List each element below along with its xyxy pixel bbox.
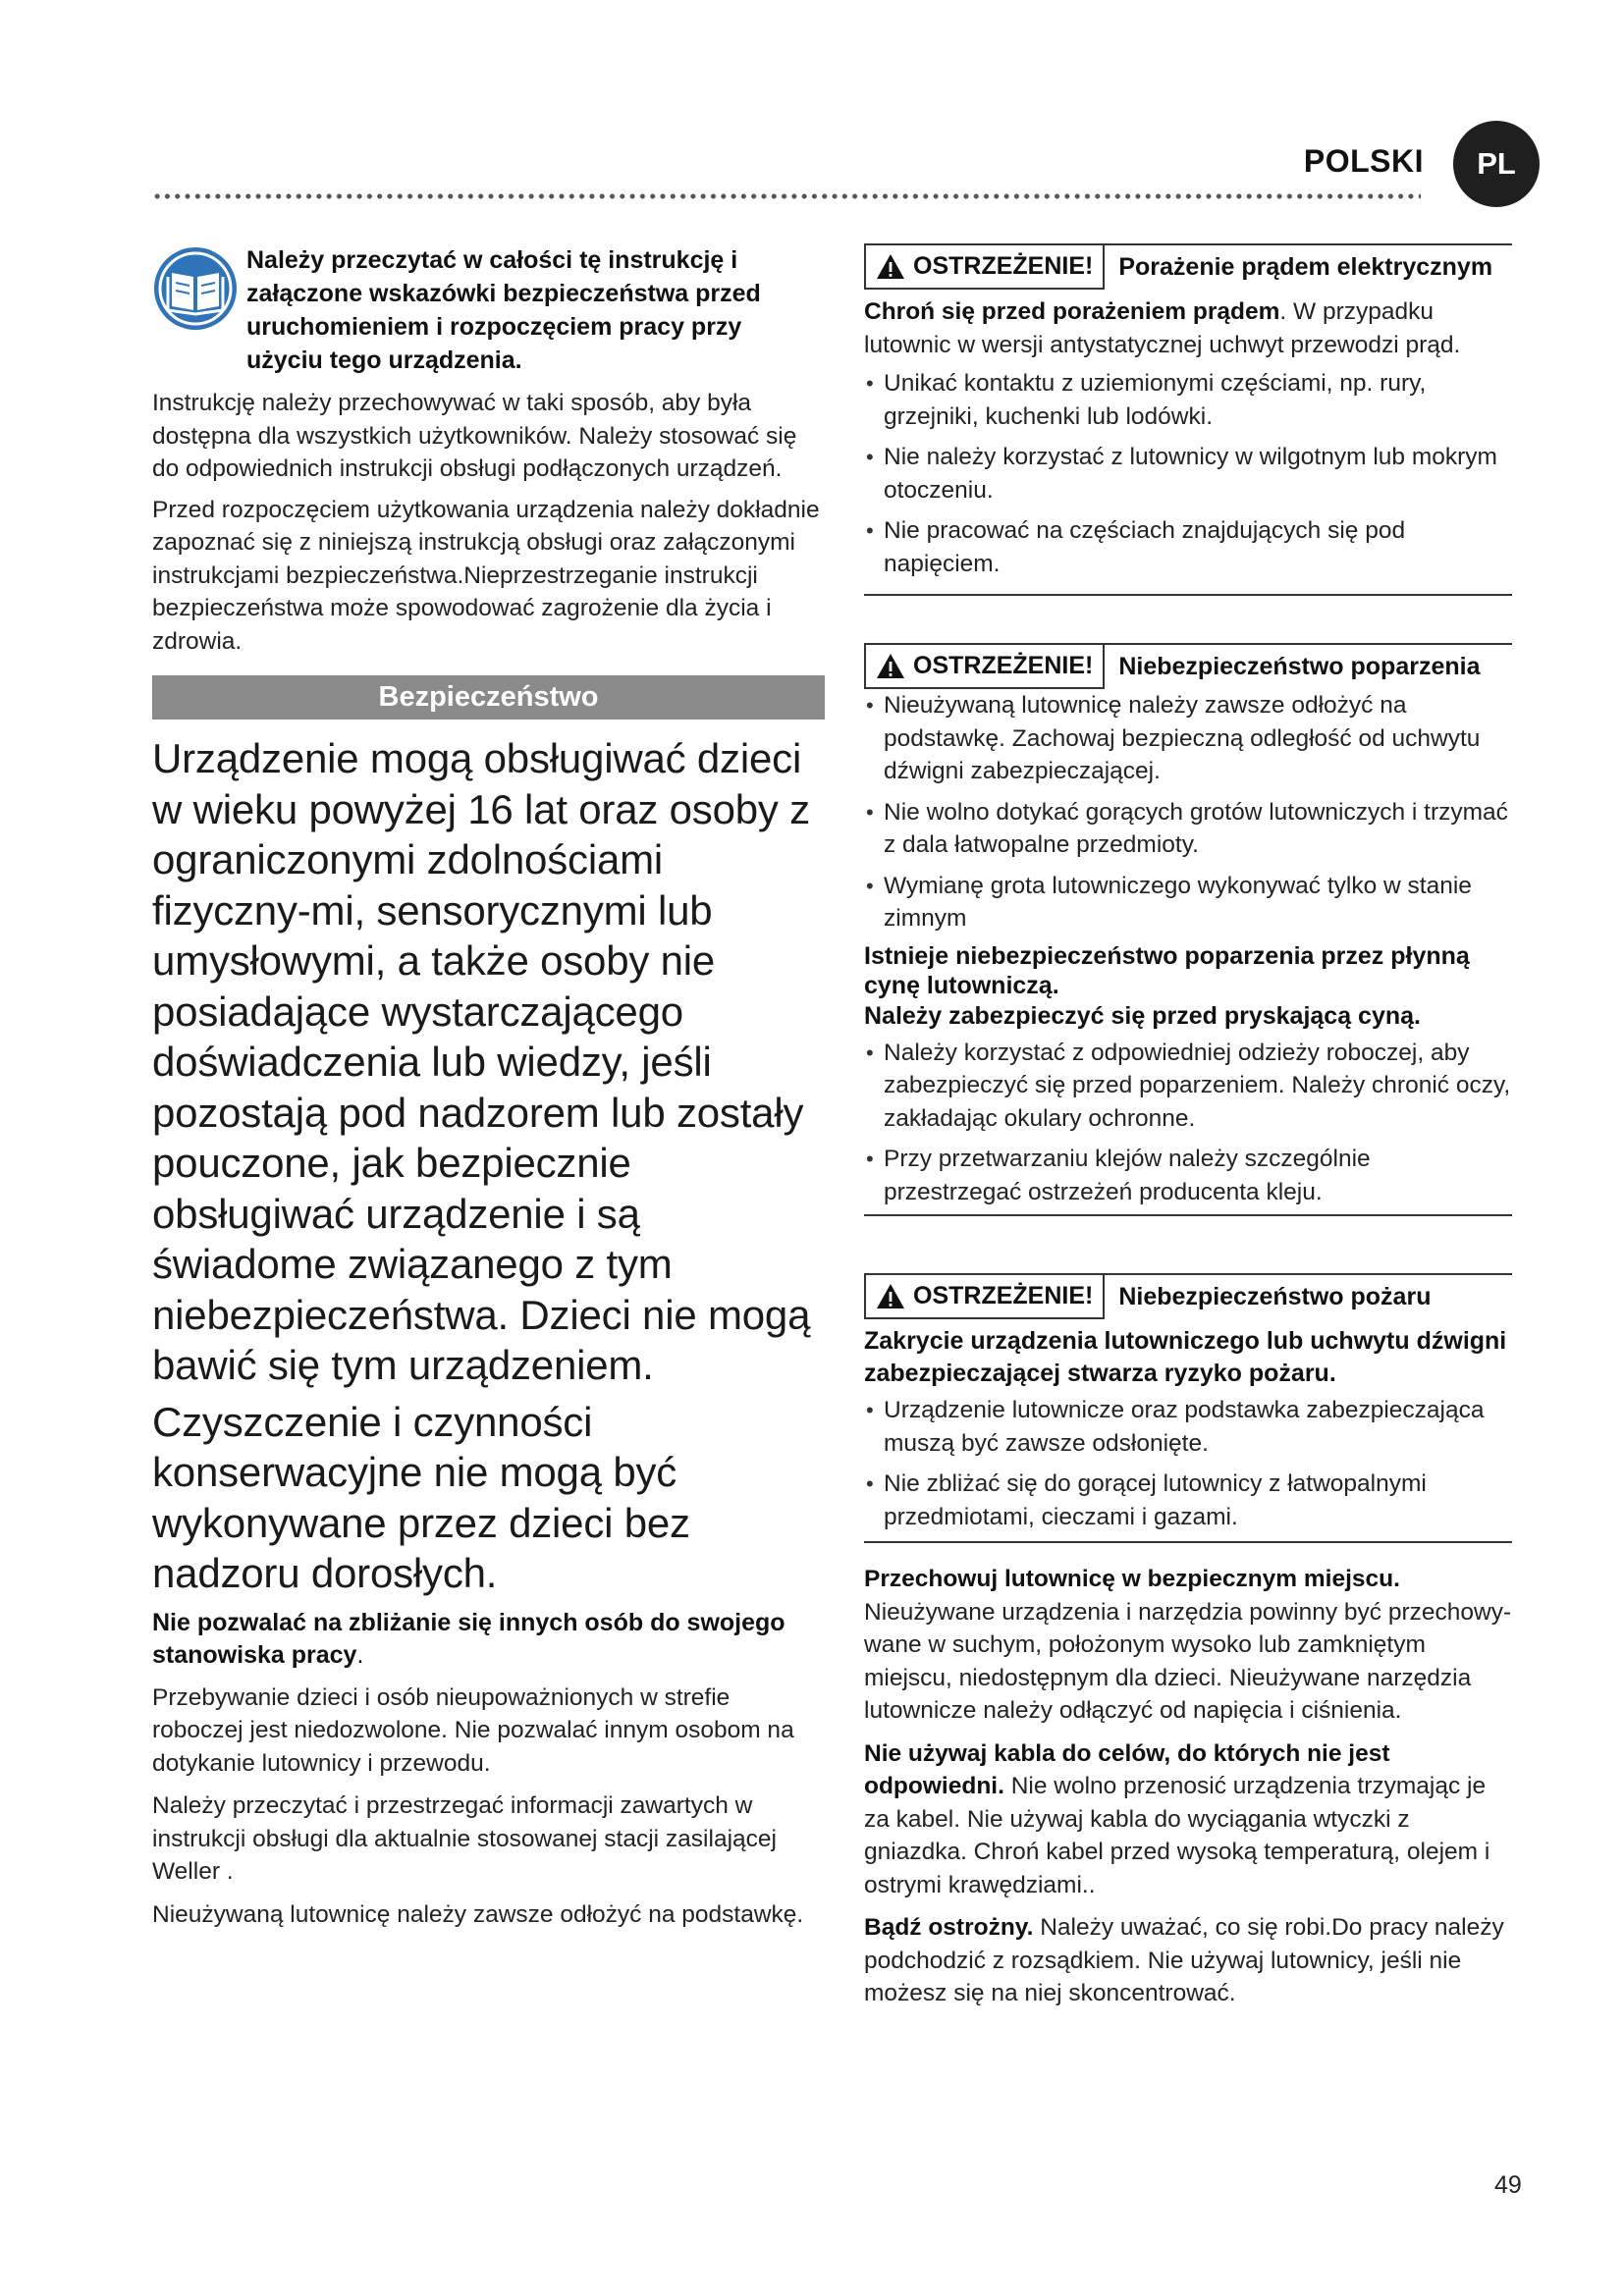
holder-paragraph: Nieużywaną lutownicę należy zawsze odłożyć na podstawkę. (152, 1900, 804, 1928)
warning-header (864, 1275, 1512, 1319)
warning-triangle-icon (876, 1283, 905, 1309)
list-item: • Unikać kontaktu z uziemionymi częściami, np. rury, grzejniki, kuchenki lub lodówki. (864, 367, 1512, 433)
list-item: • Przy przetwarzaniu klejów należy szczególnie przestrzegać ostrzeżeń producenta kleju. (864, 1143, 1512, 1208)
store-paragraph (864, 1563, 1512, 1728)
warning-box-burn (864, 643, 1512, 1216)
right-column (864, 243, 1512, 2010)
workstation-warning-end: . (356, 1640, 364, 1669)
careful-heading: Bądź ostrożny. (864, 1914, 1034, 1941)
warning-title: Porażenie prądem elektrycznym (1118, 253, 1493, 281)
warning-label (864, 245, 1105, 290)
warning-triangle-icon (876, 653, 905, 679)
list-item: • Wymianę grota lutowniczego wykonywać tylko w stanie zimnym (864, 870, 1512, 935)
page-number: 49 (1494, 2171, 1522, 2199)
shock-lead-rest: . W przypadku lutownic w wersji antystatycznej uchwyt przewodzi prąd. (864, 298, 1461, 358)
list-item: • Nie zbliżać się do gorącej lutownicy z łatwopalnymi przedmiotami, cieczami i gazami. (864, 1468, 1512, 1533)
list-item: • Nieużywaną lutownicę należy zawsze odłożyć na podstawkę. Zachowaj bezpieczną odległość od uchwytu dźwigni zabezpieczającej. (864, 689, 1512, 788)
warning-box-fire (864, 1273, 1512, 1543)
list-item: • Nie wolno dotykać gorących grotów lutowniczych i trzymać z dala łatwopalne przedmioty. (864, 796, 1512, 862)
warning-label (864, 1275, 1105, 1319)
section-heading-safety: Bezpieczeństwo (152, 675, 825, 720)
workstation-warning (152, 1607, 825, 1672)
fire-bullets (864, 1394, 1512, 1533)
list-item: • Nie pracować na częściach znajdujących się pod napięciem. (864, 514, 1512, 580)
warning-label-text: OSTRZEŻENIE! (913, 652, 1094, 679)
cleaning-statement: Czyszczenie i czynności konserwacyjne nie mogą być wykonywane przez dzieci bez nadzoru dorosłych. (152, 1398, 690, 1596)
language-badge: PL (1453, 121, 1540, 207)
burn-bullets-a (864, 689, 1512, 935)
shock-lead-bold: Chroń się przed porażeniem prądem (864, 298, 1280, 325)
warning-title: Niebezpieczeństwo poparzenia (1118, 653, 1481, 680)
cable-paragraph (864, 1737, 1512, 1902)
read-manual-icon (152, 245, 239, 332)
warning-label (864, 645, 1105, 689)
warning-label-text: OSTRZEŻENIE! (913, 1282, 1094, 1309)
burn-bullets-b (864, 1037, 1512, 1209)
warning-header (864, 245, 1512, 290)
list-item: • Urządzenie lutownicze oraz podstawka zabezpieczająca muszą być zawsze odsłonięte. (864, 1394, 1512, 1460)
list-item: • Nie należy korzystać z lutownicy w wilgotnym lub mokrym otoczeniu. (864, 441, 1512, 507)
children-usage-statement: Urządzenie mogą obsługiwać dzieci w wieku powyżej 16 lat oraz osoby z ograniczonymi zdolnościami fizyczny-mi, sensorycznymi lub umysłowymi, a także osoby nie posiadające wystarczającego doświadczenia lub wiedzy, jeśli pozostają pod nadzorem lub zostały pouczone, jak bezpiecznie obsługiwać urządzenie i są świadome związanego z tym niebezpieczeństwa. Dzieci nie mogą bawić się tym urządzeniem. (152, 735, 811, 1388)
intro-notice: Należy przeczytać w całości tę instrukcję i załączone wskazówki bezpieczeństwa przed uruchomieniem i rozpoczęciem pracy przy użyciu tego urządzenia. (246, 246, 761, 374)
store-heading: Przechowuj lutownicę w bezpiecznym miejscu. (864, 1566, 1400, 1592)
cable-text: Nie wolno przenosić urządzenia trzymając je za kabel. Nie używaj kabla do wyciągania wtyczki z gniazdka. Chroń kabel przed wysoką temperaturą, olejem i ostrymi krawędziami.. (864, 1773, 1490, 1898)
store-text: Nieużywane urządzenia i narzędzia powinny być przechowy-wane w suchym, położonym wysoko lub zamkniętym miejscu, niedostępnym dla dzieci. Nieużywane narzędzia lutownicze należy odłączyć od napięcia i ciśnienia. (864, 1598, 1512, 1724)
warning-label-text: OSTRZEŻENIE! (913, 252, 1094, 280)
molten-solder-warning: Istnieje niebezpieczeństwo poparzenia przez płynną cynę lutowniczą. (864, 941, 1470, 999)
splash-warning: Należy zabezpieczyć się przed pryskającą cyną. (864, 1001, 1421, 1030)
warning-header (864, 645, 1512, 689)
read-before-use-paragraph: Przed rozpoczęciem użytkowania urządzenia należy dokładnie zapoznać się z niniejszą instrukcją obsługi oraz załączonymi instrukcjami bezpieczeństwa.Nieprzestrzeganie instrukcji bezpieczeństwa może spowodować zagrożenie dla życia i zdrowia. (152, 496, 820, 655)
power-station-paragraph: Należy przeczytać i przestrzegać informacji zawartych w instrukcji obsługi dla aktualnie stosowanej stacji zasilającej Weller . (152, 1792, 777, 1885)
intro-block (152, 243, 825, 377)
warning-triangle-icon (876, 253, 905, 280)
warning-box-electric-shock (864, 243, 1512, 596)
left-column (152, 243, 825, 1931)
fire-risk-statement: Zakrycie urządzenia lutowniczego lub uchwytu dźwigni zabezpieczającej stwarza ryzyko pożaru. (864, 1327, 1507, 1387)
shock-bullets (864, 367, 1512, 580)
cable-heading: Nie używaj kabla do celów, do których nie jest odpowiedni. (864, 1739, 1390, 1799)
storage-paragraph: Instrukcję należy przechowywać w taki sposób, aby była dostępna dla wszystkich użytkowników. Należy stosować się do odpowiednich instrukcji obsługi podłączonych urządzeń. (152, 390, 797, 482)
language-title: POLSKI (1303, 143, 1424, 179)
dotted-divider (152, 189, 1421, 203)
shock-lead (864, 295, 1512, 361)
list-item: • Należy korzystać z odpowiedniej odzieży roboczej, aby zabezpieczyć się przed poparzeniem. Należy chronić oczy, zakładając okulary ochronne. (864, 1037, 1512, 1136)
warning-title: Niebezpieczeństwo pożaru (1118, 1283, 1432, 1310)
workstation-warning-bold: Nie pozwalać na zbliżanie się innych osób do swojego stanowiska pracy (152, 1608, 785, 1669)
careful-paragraph (864, 1911, 1512, 2010)
unauthorized-persons-paragraph: Przebywanie dzieci i osób nieupoważnionych w strefie roboczej jest niedozwolone. Nie pozwalać innym osobom na dotykanie lutownicy i przewodu. (152, 1683, 794, 1777)
careful-text: Należy uważać, co się robi.Do pracy należy podchodzić z rozsądkiem. Nie używaj lutownicy, jeśli nie możesz się na niej skoncentrować. (864, 1914, 1504, 2006)
